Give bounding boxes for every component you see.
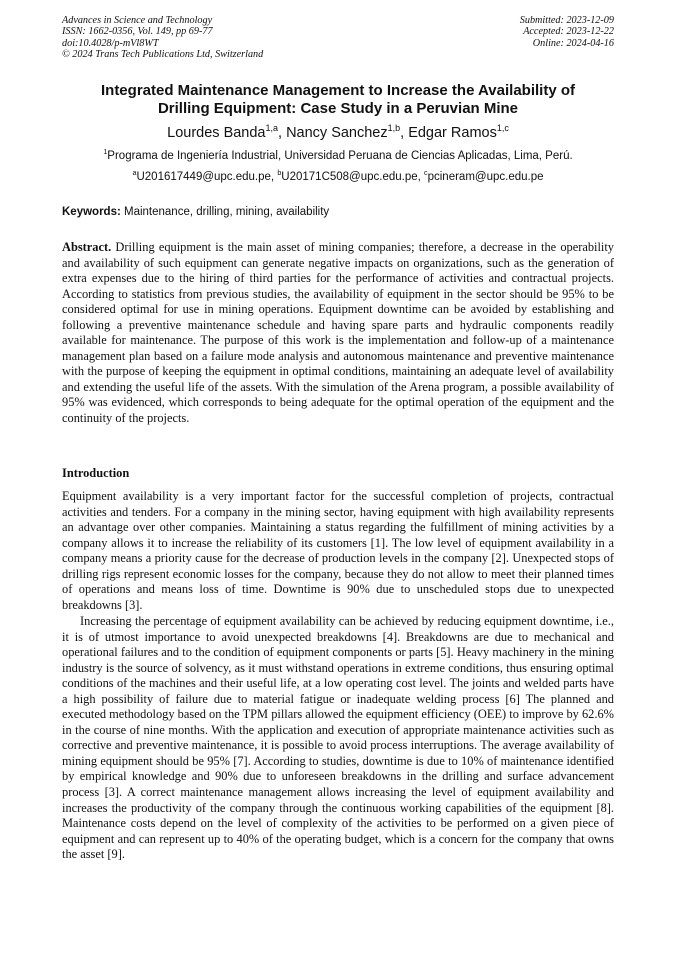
author: Edgar Ramos$^{1,c}$: [408, 123, 509, 141]
paper-title: [62, 82, 614, 117]
author: Lourdes Banda$^{1,a}$,: [167, 123, 287, 141]
abstract: [62, 240, 614, 427]
email-link[interactable]: $^a$U201617449@upc.edu.pe: [132, 169, 271, 183]
title-line-1: Integrated Maintenance Management to Increase the Availability of: [100, 82, 575, 99]
online-date: Online: 2024-04-16: [532, 37, 614, 49]
abstract-label: Abstract.: [62, 240, 112, 254]
author: Nancy Sanchez$^{1,b}$,: [286, 123, 409, 141]
journal-name: Advances in Science and Technology: [62, 15, 213, 26]
title-line-2: Drilling Equipment: Case Study in a Peruvian Mine: [157, 99, 519, 117]
journal-doi[interactable]: doi:10.4028/p-mVl8WT: [62, 37, 159, 49]
section-heading-introduction: Introduction: [62, 466, 130, 480]
author-emails: $^a$U201617449@upc.edu.pe, $^b$U20171C508@upc.edu.pe, $^c$pcineram@upc.edu.pe: [132, 169, 544, 183]
journal-issn: ISSN: 1662-0356, Vol. 149, pp 69-77: [62, 26, 213, 38]
email-link[interactable]: $^b$U20171C508@upc.edu.pe: [277, 169, 418, 183]
accepted-date: Accepted: 2023-12-22: [523, 26, 614, 38]
publication-dates: [520, 15, 614, 49]
journal-info: [62, 15, 263, 61]
affiliation: $^1$Programa de Ingeniería Industrial, Universidad Peruana de Ciencias Aplicadas, Lima, Perú.: [103, 148, 573, 162]
journal-copyright: © 2024 Trans Tech Publications Ltd, Switzerland: [62, 49, 264, 61]
submitted-date: Submitted: 2023-12-09: [519, 15, 614, 26]
author-list: [62, 124, 614, 142]
abstract-text: Drilling equipment is the main asset of mining companies; therefore, a decrease in the operability and availability of such equipment can generate negative impacts on organizations, such as the generation of extra expenses due to the hiring of third parties for the performance of activities and contractual projects. According to statistics from previous studies, the availability of equipment in the sector should be 95% to be considered optimal for use in mining operations. Equipment downtime can be avoided by establishing and following a preventive maintenance schedule and having spare parts and hydraulic components readily available for maintenance. The purpose of this work is the implementation and follow-up of a maintenance management plan based on a failure mode analysis and autonomous maintenance and preventive maintenance with the purpose of keeping the equipment in optimal conditions, maintaining an adequate level of availability and extending the useful life of the assets. With the simulation of the Arena program, a possible availability of 95% was evidenced, which corresponds to being adequate for the optimal operation of the equipment and the continuity of the projects.: [62, 240, 614, 426]
intro-paragraph-1: Equipment availability is a very important factor for the successful completion of projects, contractual activities and tenders. For a company in the mining sector, having equipment with high availability represents an advantage over other companies. Maintaining a status regarding the fulfillment of mining activities by a company allows it to increase the reliability of its customers [1]. The low level of equipment availability in a company means a priority cause for the decrease of production levels in the company [2]. Unexpected stops of drilling rigs represent economic losses for the company, because they do not allow to meet their planned times of operations and means loss of time. Downtime is 90% due to unscheduled stops due to unexpected breakdowns [3].: [62, 489, 614, 612]
keywords: [62, 206, 329, 218]
keywords-label: Keywords:: [62, 206, 121, 218]
keywords-text: Maintenance, drilling, mining, availability: [120, 206, 330, 218]
intro-paragraph-2: Increasing the percentage of equipment availability can be achieved by reducing equipment downtime, i.e., it is of utmost importance to avoid unexpected breakdowns [4]. Breakdowns are due to mechanical and operational failures and to the condition of equipment components or parts [5]. Heavy machinery in the mining industry is the source of solvency, as it must withstand operations in extreme conditions, thus ensuring optimal conditions of the machines and their useful life, at a low operating cost level. The joints and welded parts have a high possibility of failure due to material fatigue or inadequate welding process [6] The planned and executed methodology based on the TPM pillars allowed the equipment efficiency (OEE) to improve by 62.6% in the course of nine months. With the application and execution of appropriate maintenance activities such as corrective and preventive maintenance, it is possible to avoid process interruptions. The average availability of mining equipment should be 95% [7]. According to studies, downtime is due to 10% of maintenance identified by empirical knowledge and 90% due to unforeseen breakdowns in the drilling and surface advancement process [3]. A correct maintenance management allows increasing the level of equipment availability and increases the productivity of the company through the continuous working capabilities of the equipment [8]. Maintenance costs depend on the level of complexity of the activities to be performed on a given piece of equipment and can represent up to 40% of the operating budget, which is a concern for the company that owns the asset [9].: [62, 614, 614, 862]
email-link[interactable]: $^c$pcineram@upc.edu.pe: [424, 169, 544, 183]
